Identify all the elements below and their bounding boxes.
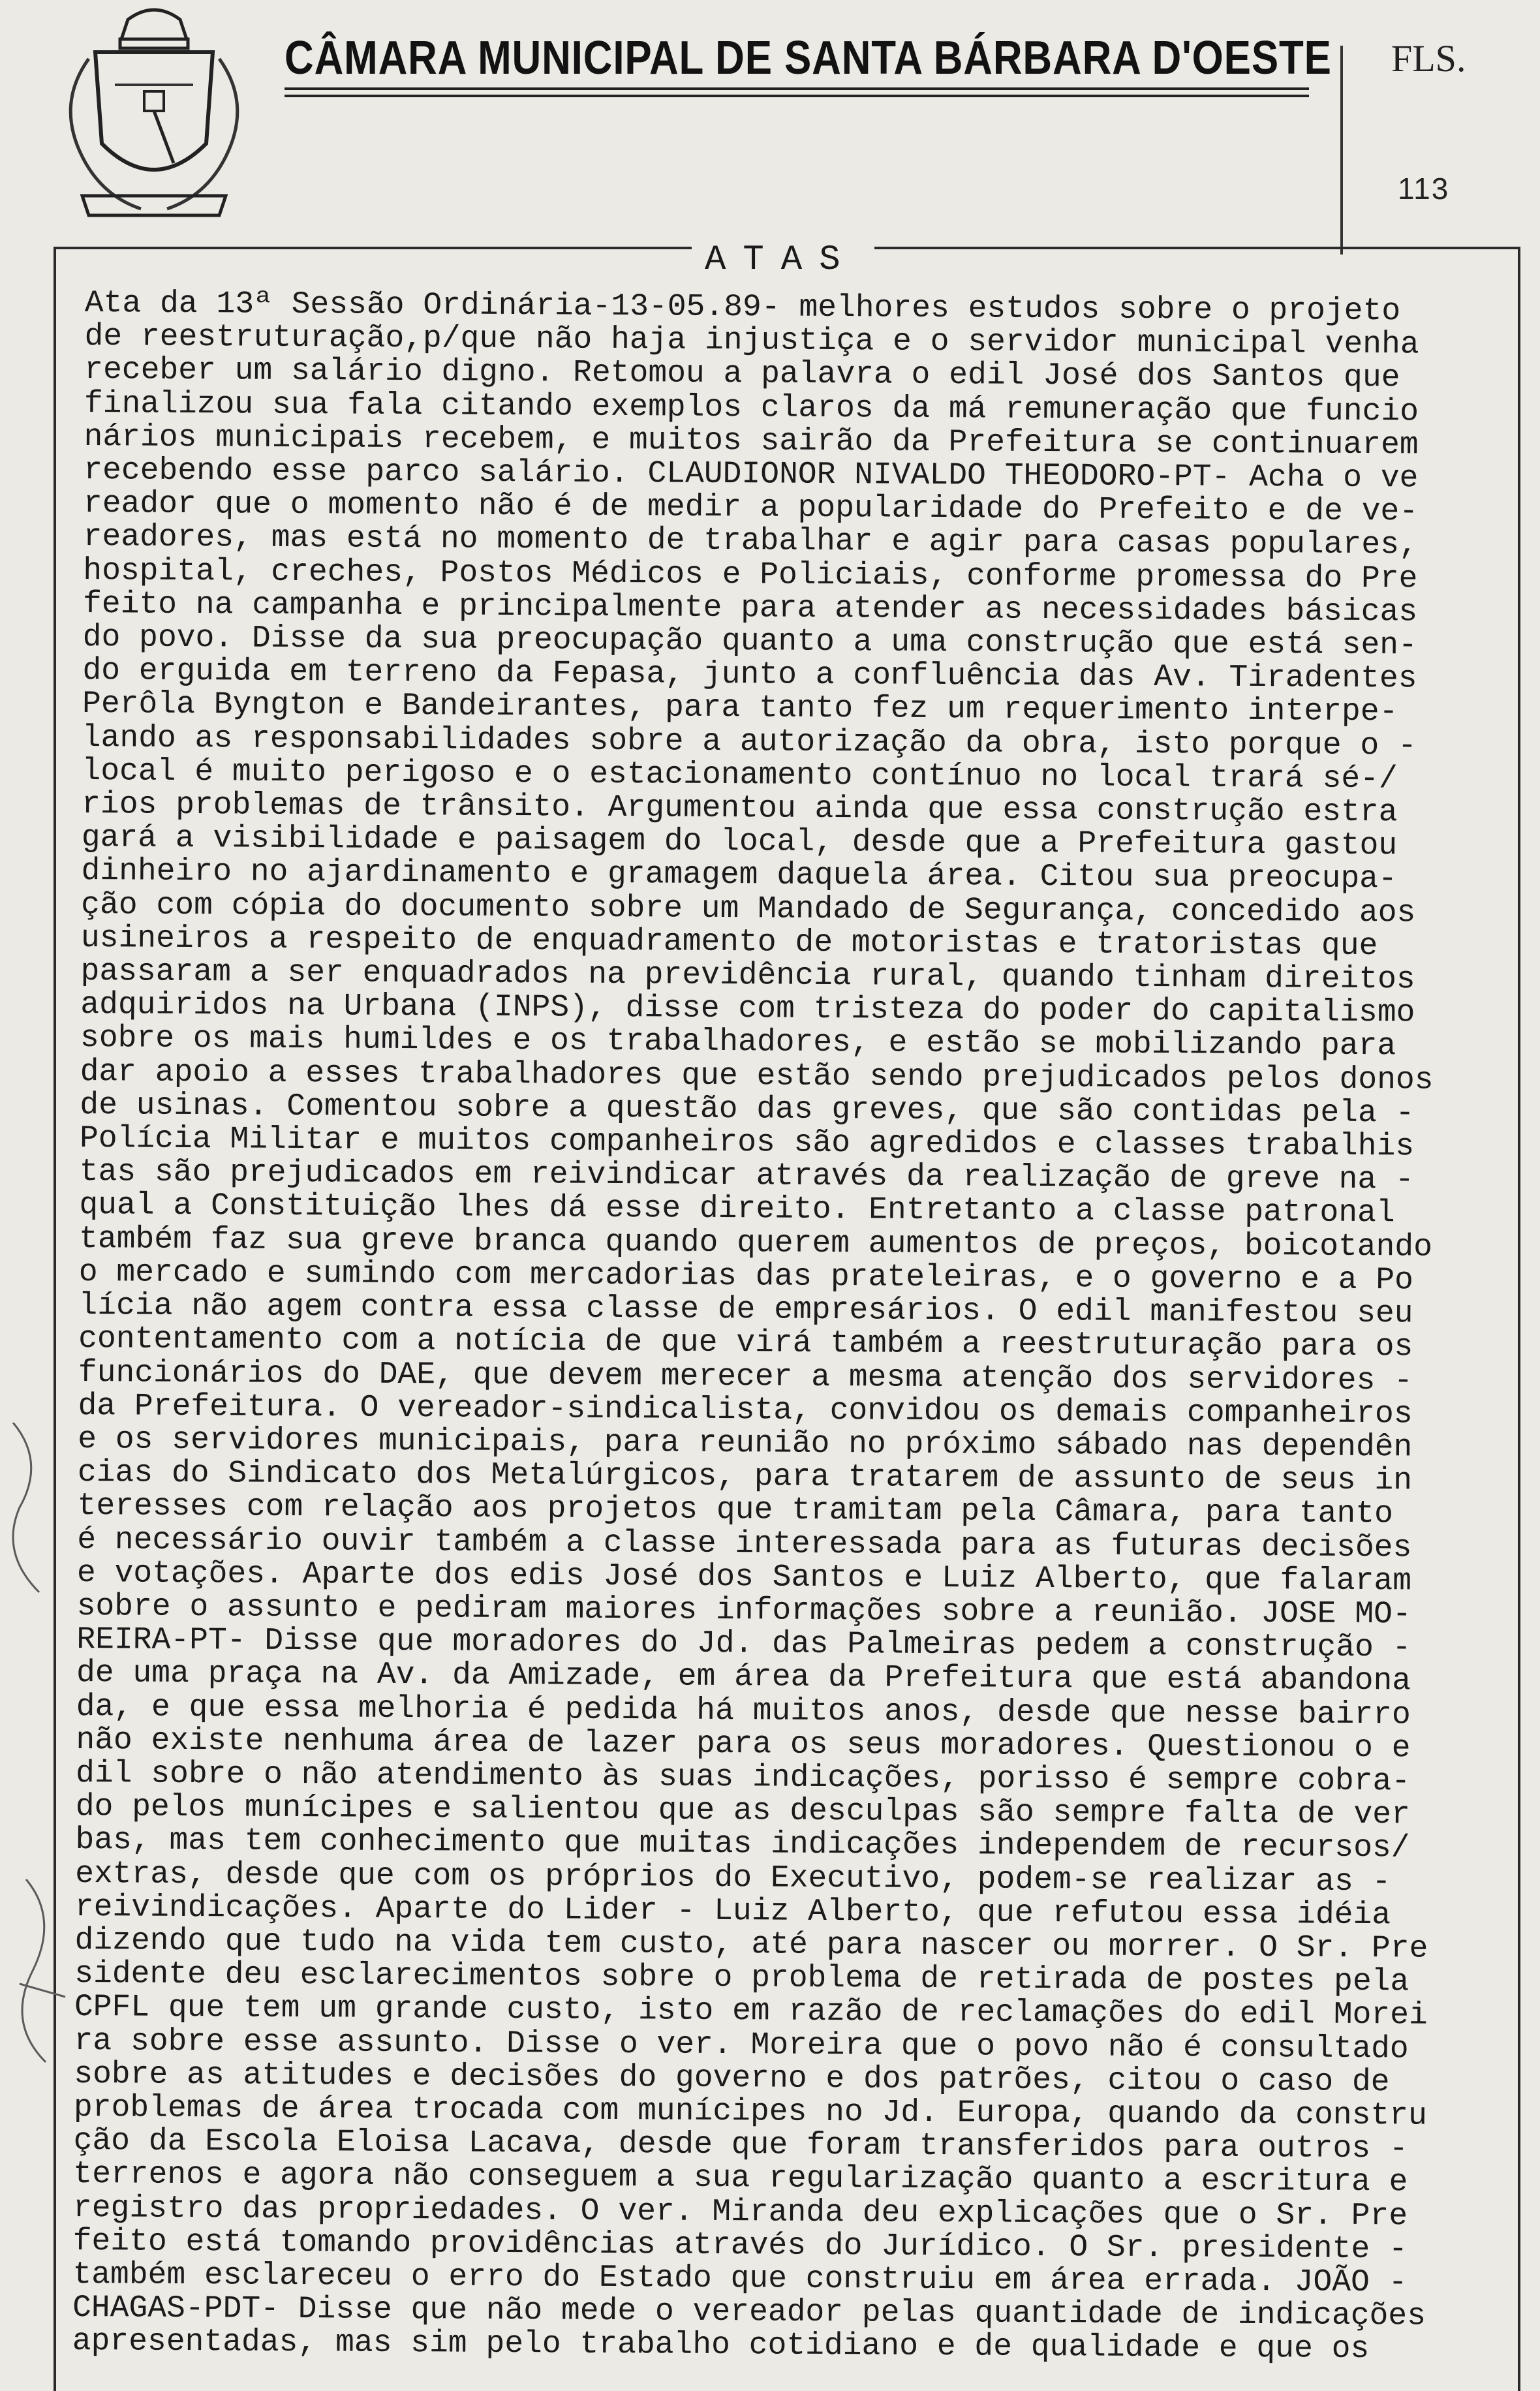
minutes-line: lícia não agem contra essa classe de empresários. O edil manifestou seu	[78, 1288, 1413, 1332]
minutes-line: do povo. Disse da sua preocupação quanto a uma construção que está sen-	[82, 620, 1417, 664]
minutes-line: teresses com relação aos projetos que tramitam pela Câmara, para tanto	[77, 1489, 1394, 1532]
minutes-line: apresentadas, mas sim pelo trabalho cotidiano e de qualidade e que os	[72, 2324, 1370, 2368]
minutes-line: do pelos munícipes e salientou que as desculpas são sempre falta de ver	[75, 1789, 1411, 1833]
minutes-line: cias do Sindicato dos Metalúrgicos, para tratarem de assunto de seus in	[77, 1455, 1413, 1499]
minutes-line: recebendo esse parco salário. CLAUDIONOR NIVALDO THEODORO-PT- Acha o ve	[84, 453, 1419, 497]
minutes-line: usineiros a respeito de enquadramento de motoristas e tratoristas que	[80, 920, 1378, 964]
minutes-line: não existe nenhuma área de lazer para os seus moradores. Questionou o e	[76, 1722, 1411, 1766]
minutes-line: sobre o assunto e pediram maiores informações sobre a reunião. JOSE MO-	[76, 1588, 1411, 1633]
minutes-line: CPFL que tem um grande custo, isto em razão de reclamações do edil Morei	[74, 1990, 1428, 2033]
minutes-line: e os servidores municipais, para reunião no próximo sábado nas dependên	[78, 1421, 1413, 1466]
minutes-line: gará a visibilidade e paisagem do local, desde que a Prefeitura gastou	[81, 820, 1398, 864]
minutes-line: Polícia Militar e muitos companheiros são agredidos e classes trabalhis	[79, 1121, 1415, 1165]
minutes-line: da Prefeitura. O vereador-sindicalista, convidou os demais companheiros	[78, 1388, 1413, 1432]
minutes-line: sobre as atitudes e decisões do governo e dos patrões, citou o caso de	[74, 2056, 1390, 2101]
minutes-line: dil sobre o não atendimento às suas indicações, porisso é sempre cobra-	[75, 1755, 1411, 1800]
section-heading: ATAS	[705, 240, 857, 280]
minutes-line: nários municipais recebem, e muitos sairão da Prefeitura se continuarem	[84, 419, 1419, 463]
minutes-line: dizendo que tudo na vida tem custo, até para nascer ou morrer. O Sr. Pre	[74, 1922, 1428, 1967]
minutes-line: ção com cópia do documento sobre um Mandado de Segurança, concedido aos	[81, 887, 1416, 931]
minutes-line: rios problemas de trânsito. Argumentou ainda que essa construção estra	[81, 787, 1398, 831]
minutes-line: é necessário ouvir também a classe interessada para as futuras decisões	[77, 1522, 1412, 1566]
minutes-line: contentamento com a notícia de que virá também a reestruturação para os	[78, 1321, 1413, 1365]
frame-top-right	[874, 247, 1520, 249]
minutes-line: local é muito perigoso e o estacionamento contínuo no local trará sé-/	[82, 753, 1398, 797]
minutes-line: receber um salário digno. Retomou a palavra o edil José dos Santos que	[84, 352, 1400, 396]
minutes-line: tas são prejudicados em reivindicar através da realização de greve na -	[79, 1154, 1414, 1198]
minutes-line: REIRA-PT- Disse que moradores do Jd. das Palmeiras pedem a construção -	[76, 1622, 1411, 1666]
minutes-line: do erguida em terreno da Fepasa, junto a confluência das Av. Tiradentes	[82, 653, 1417, 697]
minutes-line: problemas de área trocada com munícipes no Jd. Europa, quando da constru	[73, 2090, 1428, 2134]
coat-of-arms-icon	[43, 0, 265, 241]
minutes-line: sobre os mais humildes e os trabalhadores, e estão se mobilizando para	[80, 1021, 1396, 1064]
title-rule-bottom	[285, 95, 1309, 97]
minutes-line: Perôla Byngton e Bandeirantes, para tanto fez um requerimento interpe-	[82, 686, 1398, 730]
minutes-line: registro das propriedades. O ver. Miranda deu explicações que o Sr. Pre	[72, 2190, 1408, 2234]
minutes-line: readores, mas está no momento de trabalhar e agir para casas populares,	[83, 519, 1418, 563]
minutes-line: adquiridos na Urbana (INPS), disse com tristeza do poder do capitalismo	[80, 987, 1415, 1031]
minutes-line: feito na campanha e principalmente para atender as necessidades básicas	[82, 586, 1418, 630]
fls-divider	[1340, 46, 1343, 255]
frame-top-left	[54, 247, 692, 249]
minutes-line: ção da Escola Eloisa Lacava, desde que foram transferidos para outros -	[73, 2123, 1408, 2167]
minutes-line: de usinas. Comentou sobre a questão das greves, que são contidas pela -	[80, 1087, 1415, 1132]
minutes-line: hospital, creches, Postos Médicos e Policiais, conforme promessa do Pre	[83, 553, 1418, 597]
title-rule-top	[285, 87, 1309, 90]
minutes-line: ra sobre esse assunto. Disse o ver. Moreira que o povo não é consultado	[74, 2023, 1409, 2067]
minutes-line: o mercado e sumindo com mercadorias das prateleiras, e o governo e a Po	[78, 1254, 1414, 1299]
minutes-line: qual a Constituição lhes dá esse direito. Entretanto a classe patronal	[79, 1188, 1395, 1231]
minutes-body	[72, 287, 1488, 2368]
minutes-line: Ata da 13ª Sessão Ordinária-13-05.89- melhores estudos sobre o projeto	[84, 286, 1401, 330]
minutes-line: também esclareceu o erro do Estado que construiu em área errada. JOÃO -	[72, 2257, 1408, 2301]
minutes-line: bas, mas tem conhecimento que muitas indicações independem de recursos/	[75, 1823, 1410, 1866]
institution-name: CÂMARA MUNICIPAL DE SANTA BÁRBARA D'OESTE	[285, 32, 1332, 84]
minutes-line: passaram a ser enquadrados na previdência rural, quando tinham direitos	[80, 954, 1415, 998]
minutes-line: CHAGAS-PDT- Disse que não mede o vereador pelas quantidade de indicações	[72, 2291, 1426, 2334]
fls-label: FLS.	[1391, 37, 1466, 80]
minutes-line: finalizou sua fala citando exemplos claros da má remuneração que funcio	[84, 386, 1419, 430]
minutes-line: reivindicações. Aparte do Lider - Luiz Alberto, que refutou essa idéia	[74, 1889, 1391, 1934]
minutes-line: da, e que essa melhoria é pedida há muitos anos, desde que nesse bairro	[76, 1689, 1411, 1733]
minutes-line: reador que o momento não é de medir a popularidade do Prefeito e de ve-	[83, 486, 1419, 530]
minutes-line: dar apoio a esses trabalhadores que estão sendo prejudicados pelos donos	[80, 1054, 1434, 1098]
minutes-line: de reestruturação,p/que não haja injustiça e o servidor municipal venha	[84, 319, 1419, 363]
minutes-line: terrenos e agora não conseguem a sua regularização quanto a escritura e	[73, 2157, 1408, 2200]
frame-right	[1518, 247, 1520, 2391]
margin-signature-icon	[0, 1423, 78, 2140]
minutes-line: lando as responsabilidades sobre a autorização da obra, isto porque o -	[82, 720, 1417, 764]
minutes-line: feito está tomando providências através do Jurídico. O Sr. presidente -	[72, 2223, 1408, 2268]
minutes-line: de uma praça na Av. da Amizade, em área da Prefeitura que está abandona	[76, 1656, 1411, 1699]
minutes-line: e votações. Aparte dos edis José dos Santos e Luiz Alberto, que falaram	[76, 1555, 1412, 1599]
minutes-line: sidente deu esclarecimentos sobre o problema de retirada de postes pela	[74, 1956, 1409, 2000]
minutes-line: extras, desde que com os próprios do Executivo, podem-se realizar as -	[74, 1856, 1391, 1900]
minutes-line: também faz sua greve branca quando querem aumentos de preços, boicotando	[78, 1221, 1433, 1265]
minutes-line: funcionários do DAE, que devem merecer a mesma atenção dos servidores -	[78, 1355, 1413, 1398]
minutes-line: dinheiro no ajardinamento e gramagem daquela área. Citou sua preocupa-	[81, 854, 1397, 897]
page-number: 113	[1398, 172, 1450, 206]
